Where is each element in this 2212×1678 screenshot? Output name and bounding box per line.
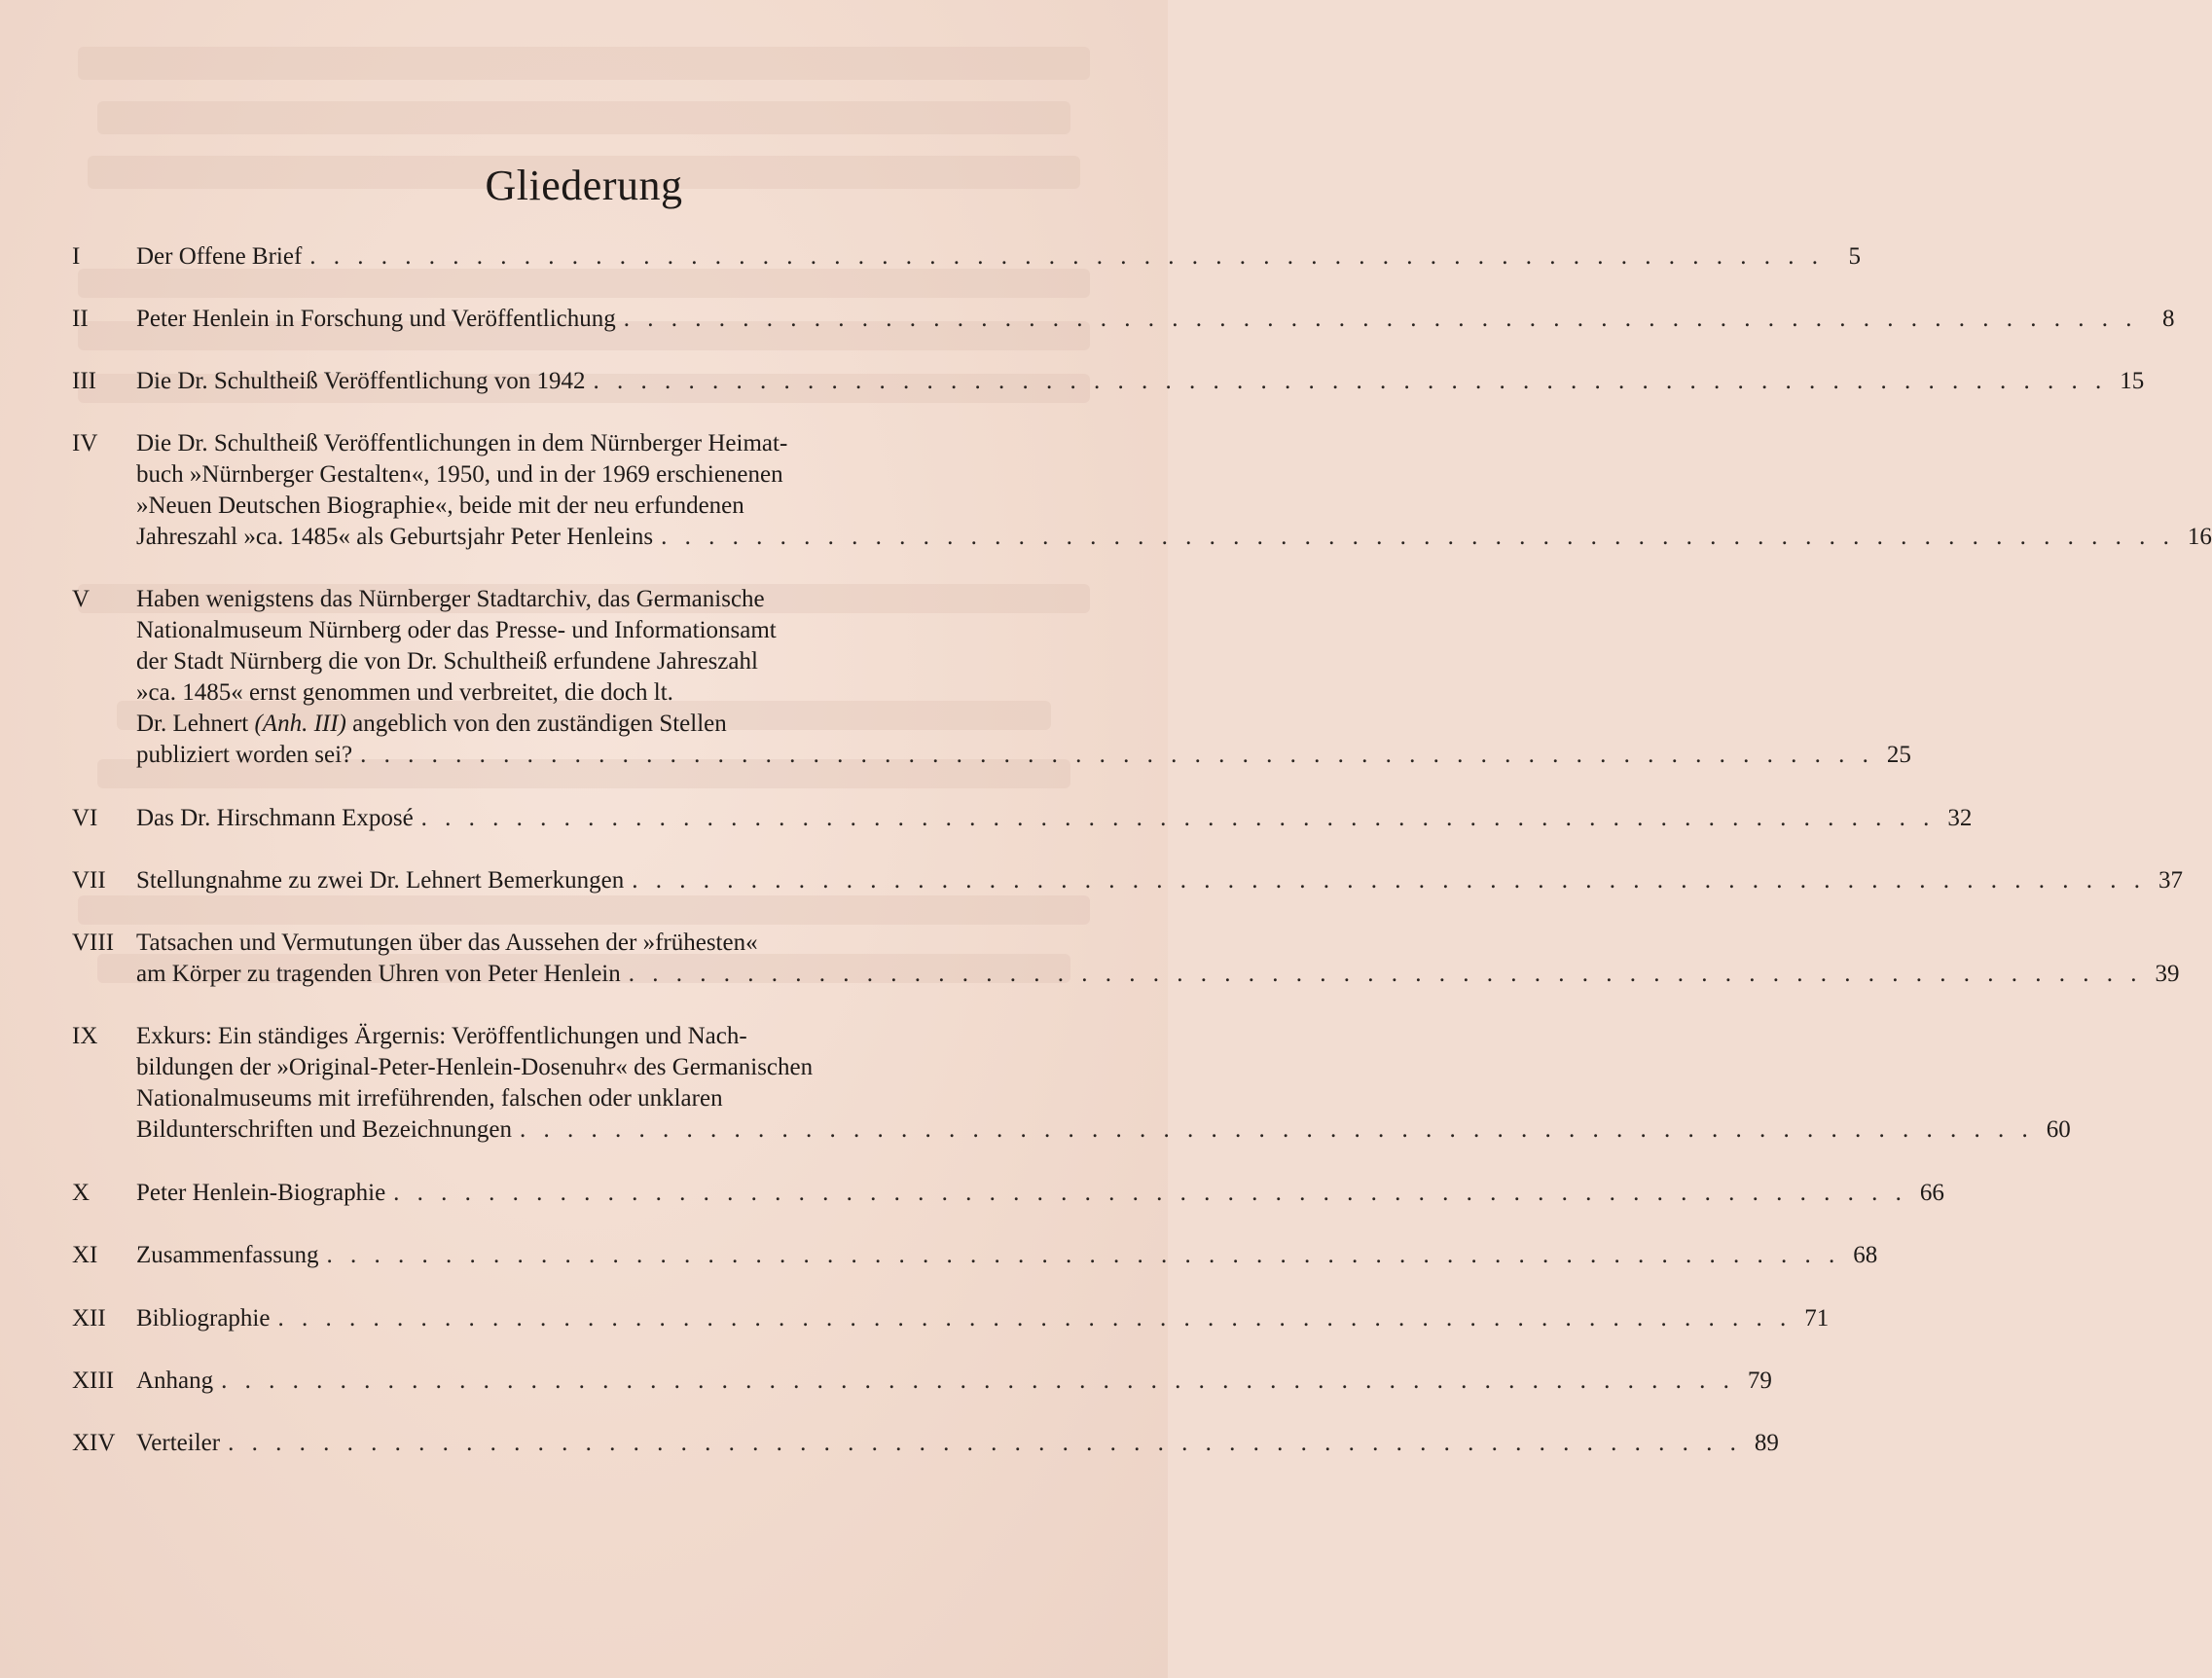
chapter-title-line: »ca. 1485« ernst genommen und verbreitet, die doch lt. bbox=[136, 679, 673, 706]
chapter-number: VIII bbox=[72, 930, 115, 956]
chapter-title-line: »Neuen Deutschen Biographie«, beide mit der neu erfundenen bbox=[136, 492, 744, 519]
chapter-title-line: am Körper zu tragenden Uhren von Peter Henlein bbox=[136, 961, 621, 987]
chapter-title-line: Jahreszahl »ca. 1485« als Geburtsjahr Peter Henleins bbox=[136, 524, 654, 550]
chapter-number: V bbox=[72, 586, 91, 612]
page-number: 5 bbox=[1848, 243, 1862, 270]
chapter-title: Zusammenfassung bbox=[136, 1242, 319, 1268]
chapter-number: XI bbox=[72, 1242, 98, 1268]
chapter-number: IV bbox=[72, 430, 98, 456]
page-number: 32 bbox=[1947, 805, 1973, 831]
chapter-title-line: der Stadt Nürnberg die von Dr. Schultheiß erfundene Jahreszahl bbox=[136, 648, 758, 675]
page-number: 37 bbox=[2158, 867, 2183, 894]
chapter-number: XIV bbox=[72, 1430, 116, 1456]
chapter-title-line: buch »Nürnberger Gestalten«, 1950, und in der 1969 erschienenen bbox=[136, 461, 783, 488]
chapter-title: Anhang bbox=[136, 1368, 214, 1394]
chapter-title-line: Bildunterschriften und Bezeichnungen bbox=[136, 1116, 512, 1143]
dot-leader: . . . . . . . . . . . . . . . . . . . . . . . . . . . . . . . . . . . . . . . . . . . . . . . . . . . . . . . . . . . . . . . . bbox=[277, 1305, 1793, 1331]
chapter-title-line: Haben wenigstens das Nürnberger Stadtarchiv, das Germanische bbox=[136, 586, 765, 612]
page-number: 89 bbox=[1754, 1430, 1779, 1456]
chapter-title-line: Exkurs: Ein ständiges Ärgernis: Veröffentlichungen und Nach- bbox=[136, 1023, 747, 1049]
dot-leader: . . . . . . . . . . . . . . . . . . . . . . . . . . . . . . . . . . . . . . . . . . . . . . . . . . . . . . . . . . . . . . . . bbox=[309, 243, 1825, 270]
chapter-title: Stellungnahme zu zwei Dr. Lehnert Bemerkungen bbox=[136, 867, 625, 894]
dot-leader: . . . . . . . . . . . . . . . . . . . . . . . . . . . . . . . . . . . . . . . . . . . . . . . . . . . . . . . . . . . . . . . . bbox=[393, 1180, 1907, 1206]
page-number: 71 bbox=[1804, 1305, 1830, 1331]
chapter-title: Peter Henlein-Biographie bbox=[136, 1180, 386, 1206]
chapter-number: VI bbox=[72, 805, 98, 831]
dot-leader: . . . . . . . . . . . . . . . . . . . . . . . . . . . . . . . . . . . . . . . . . . . . . . . . . . . . . . . . . . . . . . . . bbox=[326, 1242, 1841, 1268]
chapter-title: Das Dr. Hirschmann Exposé bbox=[136, 805, 414, 831]
chapter-number: XII bbox=[72, 1305, 106, 1331]
chapter-title: Verteiler bbox=[136, 1430, 221, 1456]
dot-leader: . . . . . . . . . . . . . . . . . . . . . . . . . . . . . . . . . . . . . . . . . . . . . . . . . . . . . . . . . . . . . . . . bbox=[420, 805, 1936, 831]
page-number: 39 bbox=[2155, 961, 2180, 987]
page-number: 66 bbox=[1919, 1180, 1944, 1206]
chapter-title-line: Die Dr. Schultheiß Veröffentlichungen in dem Nürnberger Heimat- bbox=[136, 430, 788, 456]
dot-leader: . . . . . . . . . . . . . . . . . . . . . . . . . . . . . . . . . . . . . . . . . . . . . . . . . . . . . . . . . . . . . . . . bbox=[593, 368, 2108, 394]
dot-leader: . . . . . . . . . . . . . . . . . . . . . . . . . . . . . . . . . . . . . . . . . . . . . . . . . . . . . . . . . . . . . . . . bbox=[632, 867, 2146, 894]
dot-leader: . . . . . . . . . . . . . . . . . . . . . . . . . . . . . . . . . . . . . . . . . . . . . . . . . . . . . . . . . . . . . . . . bbox=[360, 742, 1874, 768]
page-number: 79 bbox=[1747, 1368, 1772, 1394]
chapter-title: Peter Henlein in Forschung und Veröffentlichung bbox=[136, 306, 616, 332]
dot-leader: . . . . . . . . . . . . . . . . . . . . . . . . . . . . . . . . . . . . . . . . . . . . . . . . . . . . . . . . . . . . . . . . bbox=[520, 1116, 2034, 1143]
page-number: 60 bbox=[2046, 1116, 2071, 1143]
page-title: Gliederung bbox=[485, 162, 683, 209]
chapter-title-line: Nationalmuseum Nürnberg oder das Presse- und Informationsamt bbox=[136, 617, 777, 643]
dot-leader: . . . . . . . . . . . . . . . . . . . . . . . . . . . . . . . . . . . . . . . . . . . . . . . . . . . . . . . . . . . . . . . . bbox=[228, 1430, 1742, 1456]
chapter-title: Der Offene Brief bbox=[136, 243, 303, 270]
page-number: 8 bbox=[2162, 306, 2175, 332]
dot-leader: . . . . . . . . . . . . . . . . . . . . . . . . . . . . . . . . . . . . . . . . . . . . . . . . . . . . . . . . . . . . . . . . bbox=[623, 306, 2138, 332]
dot-leader: . . . . . . . . . . . . . . . . . . . . . . . . . . . . . . . . . . . . . . . . . . . . . . . . . . . . . . . . . . . . . . . . bbox=[221, 1368, 1735, 1394]
page-number: 15 bbox=[2120, 368, 2145, 394]
chapter-number: I bbox=[72, 243, 81, 270]
chapter-number: IX bbox=[72, 1023, 98, 1049]
chapter-title-line: bildungen der »Original-Peter-Henlein-Dosenuhr« des Germanischen bbox=[136, 1054, 814, 1080]
page-number: 25 bbox=[1886, 742, 1911, 768]
chapter-number: XIII bbox=[72, 1368, 115, 1394]
dot-leader: . . . . . . . . . . . . . . . . . . . . . . . . . . . . . . . . . . . . . . . . . . . . . . . . . . . . . . . . . . . . . . . . bbox=[661, 524, 2175, 550]
chapter-title: Die Dr. Schultheiß Veröffentlichung von 1942 bbox=[136, 368, 586, 394]
chapter-title-line: Tatsachen und Vermutungen über das Aussehen der »frühesten« bbox=[136, 930, 758, 956]
chapter-number: X bbox=[72, 1180, 91, 1206]
chapter-title-line: Nationalmuseums mit irreführenden, falschen oder unklaren bbox=[136, 1085, 723, 1112]
chapter-number: II bbox=[72, 306, 89, 332]
appendix-reference: (Anh. III) bbox=[254, 711, 346, 737]
page-number: 68 bbox=[1853, 1242, 1878, 1268]
dot-leader: . . . . . . . . . . . . . . . . . . . . . . . . . . . . . . . . . . . . . . . . . . . . . . . . . . . . . . . . . . . . . . . . bbox=[628, 961, 2143, 987]
chapter-title-line: publiziert worden sei? bbox=[136, 742, 353, 768]
page-number: 16 bbox=[2187, 524, 2212, 550]
chapter-title-line bbox=[136, 709, 1057, 740]
chapter-number: VII bbox=[72, 867, 106, 894]
chapter-title-fragment: angeblich von den zuständigen Stellen bbox=[352, 711, 727, 737]
chapter-number: III bbox=[72, 368, 96, 394]
chapter-title-fragment: Dr. Lehnert bbox=[136, 711, 249, 737]
chapter-title: Bibliographie bbox=[136, 1305, 271, 1331]
